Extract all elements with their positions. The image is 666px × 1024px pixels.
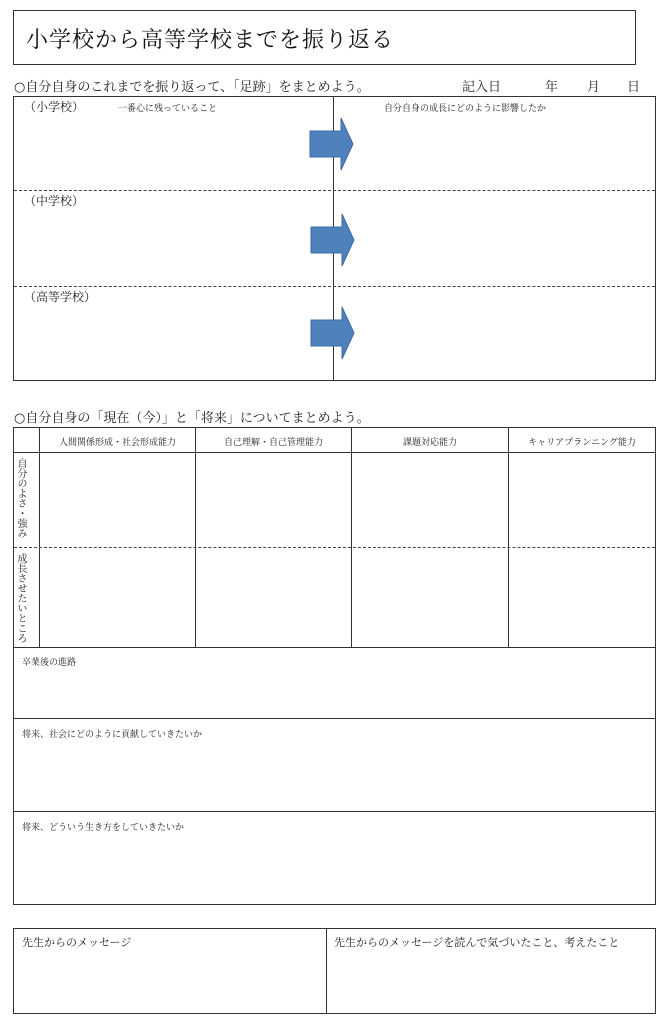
row-separator: [14, 547, 655, 548]
date-year: 年: [545, 80, 559, 95]
field-separator: [14, 811, 655, 812]
message-divider: [326, 928, 327, 1014]
row-separator: [14, 286, 655, 287]
right-column-header: 自分自身の成長にどのように影響したか: [384, 104, 547, 114]
section1-instruction: ○自分自身のこれまでを振り返って、「足跡」をまとめよう。: [14, 80, 370, 95]
row-label-growth-areas: 成長させたいところ: [15, 553, 26, 643]
column-header-career-planning: キャリアプランニング能力: [528, 438, 636, 448]
column-header-self-understanding: 自己理解・自己管理能力: [223, 438, 323, 448]
row-label-junior-high: （中学校）: [24, 194, 85, 208]
field-separator: [14, 718, 655, 719]
title-box: [13, 10, 636, 65]
page-title: 小学校から高等学校までを振り返る: [26, 28, 395, 53]
abilities-table: [13, 427, 656, 905]
table-header-line: [14, 452, 655, 453]
row-label-strengths: 自分のよさ・強み: [15, 458, 26, 538]
teacher-message-label: 先生からのメッセージ: [22, 936, 132, 949]
reflection-label: 先生からのメッセージを読んで気づいたこと、考えたこと: [334, 936, 620, 949]
grid-bottom-line: [14, 647, 655, 648]
arrow-right-icon: [310, 306, 356, 360]
field-label-social-contribution: 将来、社会にどのように貢献していきたいか: [22, 730, 203, 740]
grid-line: [508, 428, 509, 647]
date-day: 日: [627, 80, 641, 95]
field-label-way-of-life: 将来、どういう生き方をしていきたいか: [22, 823, 185, 833]
grid-line: [39, 428, 40, 647]
row-label-elementary: （小学校）: [24, 100, 85, 114]
date-label: 記入日: [462, 80, 502, 95]
grid-line: [195, 428, 196, 647]
arrow-right-icon: [310, 213, 356, 267]
field-label-career-path: 卒業後の進路: [22, 658, 77, 668]
arrow-right-icon: [309, 117, 355, 171]
grid-line: [351, 428, 352, 647]
date-month: 月: [587, 80, 601, 95]
left-column-header: 一番心に残っていること: [118, 104, 218, 114]
section2-instruction: ○自分自身の「現在（今）」と「将来」についてまとめよう。: [14, 411, 370, 426]
row-label-high-school: （高等学校）: [24, 290, 97, 304]
column-header-human-relations: 人間関係形成・社会形成能力: [58, 438, 176, 448]
row-separator: [14, 190, 655, 191]
column-header-problem-solving: 課題対応能力: [402, 438, 457, 448]
